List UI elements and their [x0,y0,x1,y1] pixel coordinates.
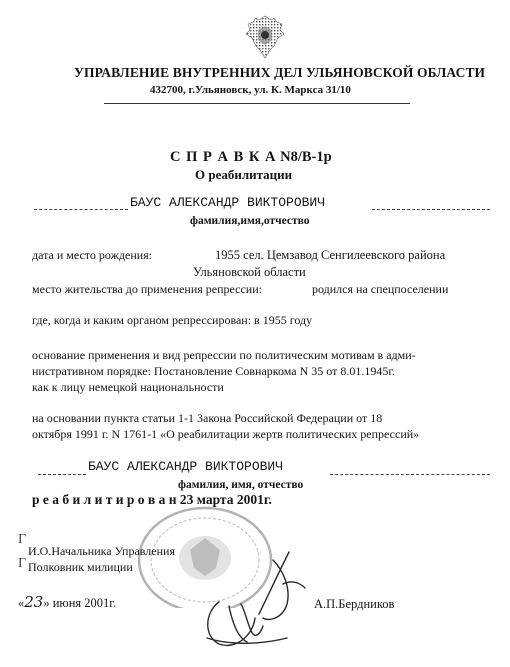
organization-address: 432700, г.Ульяновск, ул. К. Маркса 31/10 [150,84,351,96]
margin-mark: Г [18,556,27,571]
header-divider [104,103,410,104]
rehab-date: 23 марта 2001г. [179,492,272,507]
birth-value-line-1: 1955 сел. Цемзавод Сенгилеевского района [215,248,446,262]
basis-line-2: нистративном порядке: Постановление Совнаркома N 35 от 8.01.1945г. [32,364,395,378]
certificate-number: N8/В-1р [280,149,332,165]
basis-line-3: как к лицу немецкой национальности [32,380,224,394]
certificate-title [170,149,332,166]
birth-value-line-2: Ульяновской области [193,265,306,279]
rehab-name-fill-left [38,474,86,475]
handwritten-signature [195,540,315,655]
signer-position-2: Полковник милиции [28,560,133,574]
certificate-title-word: С П Р А В К А [170,149,277,165]
law-line-1: на основании пункта статьи 1-1 Закона Российской Федерации от 18 [32,411,383,425]
signer-position-1: И.О.Начальника Управления [28,544,175,558]
basis-line-1: основание применения и вид репрессии по политическим мотивам в адми- [32,348,416,362]
residence-value: родился на спецпоселении [312,282,449,296]
margin-mark: Г [18,532,27,547]
rehab-name-fill-right [330,474,490,475]
emblem [244,12,286,62]
police-eagle-emblem-icon [244,12,286,62]
signer-name: А.П.Бердников [314,597,395,611]
signature-date-day: 23 [24,593,44,611]
certificate-subtitle: О реабилитации [195,167,293,182]
signature-date [18,593,116,611]
name-fill-left [34,209,128,210]
signature-date-rest: » июня 2001г. [43,596,117,610]
repression-line: где, когда и каким органом репрессирован: в 1955 году [32,313,313,327]
birth-label: дата и место рождения: [32,248,153,262]
person-name: БАУС АЛЕКСАНДР ВИКТОРОВИЧ [130,195,326,210]
signature-date-open: « [18,596,25,610]
law-line-2: октября 1991 г. N 1761-1 «О реабилитации жертв политических репрессий» [32,427,420,441]
rehab-status-word: р е а б и л и т и р о в а н [32,492,177,507]
rehab-name-caption: фамилия, имя, отчество [178,479,304,491]
residence-label: место жительства до применения репрессии: [32,282,262,296]
person-name-caption: фамилия,имя,отчество [190,215,310,227]
name-fill-right [372,209,490,210]
rehab-person-name: БАУС АЛЕКСАНДР ВИКТОРОВИЧ [88,459,284,474]
organization-name: УПРАВЛЕНИЕ ВНУТРЕННИХ ДЕЛ УЛЬЯНОВСКОЙ ОБЛАСТИ [74,65,486,80]
